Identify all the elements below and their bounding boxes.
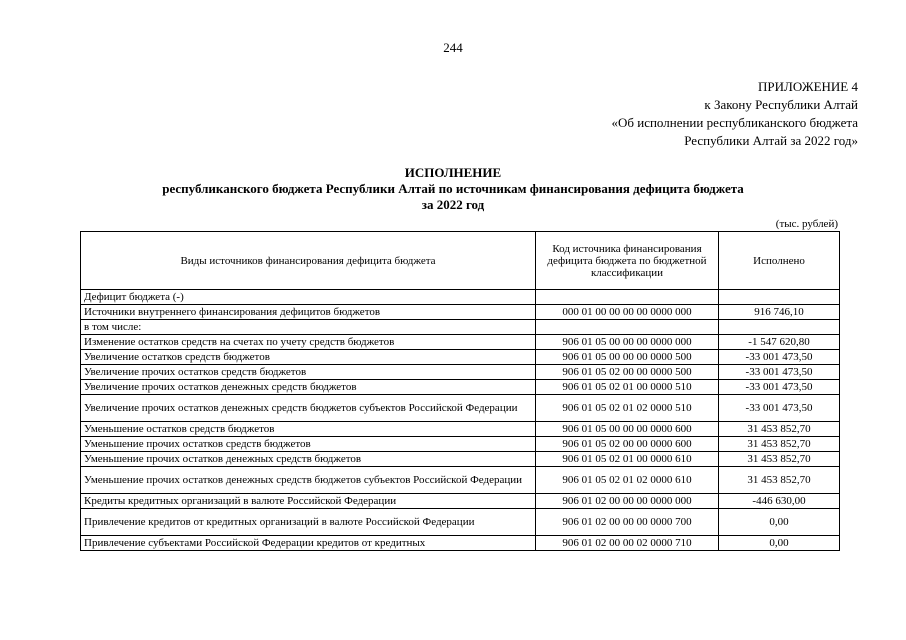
row-value bbox=[719, 320, 840, 335]
row-name: Привлечение субъектами Российской Федерации кредитов от кредитных bbox=[81, 536, 536, 551]
table-row bbox=[81, 365, 840, 380]
row-value: -33 001 473,50 bbox=[719, 365, 840, 380]
table-row bbox=[81, 290, 840, 305]
annex-line: Республики Алтай за 2022 год» bbox=[684, 133, 858, 148]
table-row bbox=[81, 452, 840, 467]
page-number: 244 bbox=[443, 40, 463, 55]
table-row bbox=[81, 494, 840, 509]
row-name: Увеличение прочих остатков денежных средств бюджетов субъектов Российской Федерации bbox=[81, 395, 536, 422]
annex-line: «Об исполнении республиканского бюджета bbox=[611, 115, 858, 130]
row-name: в том числе: bbox=[81, 320, 536, 335]
row-name: Увеличение прочих остатков денежных средств бюджетов bbox=[81, 380, 536, 395]
row-value: -33 001 473,50 bbox=[719, 350, 840, 365]
row-name: Уменьшение прочих остатков денежных средств бюджетов bbox=[81, 452, 536, 467]
row-value: -446 630,00 bbox=[719, 494, 840, 509]
row-code: 000 01 00 00 00 00 0000 000 bbox=[536, 305, 719, 320]
row-code: 906 01 05 02 01 02 0000 610 bbox=[536, 467, 719, 494]
table-row bbox=[81, 467, 840, 494]
row-value: 31 453 852,70 bbox=[719, 452, 840, 467]
annex-block bbox=[612, 78, 859, 150]
annex-line: к Закону Республики Алтай bbox=[704, 97, 858, 112]
row-code: 906 01 02 00 00 00 0000 700 bbox=[536, 509, 719, 536]
document-title bbox=[0, 165, 906, 213]
title-subheading: республиканского бюджета Республики Алтай по источникам финансирования дефицита бюджета bbox=[162, 181, 744, 196]
header-source-types: Виды источников финансирования дефицита бюджета bbox=[81, 232, 536, 290]
row-code: 906 01 05 02 01 02 0000 510 bbox=[536, 395, 719, 422]
row-code: 906 01 02 00 00 02 0000 710 bbox=[536, 536, 719, 551]
row-value: -33 001 473,50 bbox=[719, 395, 840, 422]
table-row bbox=[81, 437, 840, 452]
table-row bbox=[81, 350, 840, 365]
table-row bbox=[81, 320, 840, 335]
row-code: 906 01 05 02 01 00 0000 510 bbox=[536, 380, 719, 395]
row-name: Кредиты кредитных организаций в валюте Российской Федерации bbox=[81, 494, 536, 509]
header-source-code: Код источника финансирования дефицита бюджета по бюджетной классификации bbox=[536, 232, 719, 290]
row-name: Источники внутреннего финансирования дефицитов бюджетов bbox=[81, 305, 536, 320]
row-name: Уменьшение прочих остатков средств бюджетов bbox=[81, 437, 536, 452]
table-header-row bbox=[81, 232, 840, 290]
title-heading: ИСПОЛНЕНИЕ bbox=[404, 165, 502, 180]
header-executed: Исполнено bbox=[719, 232, 840, 290]
row-value: 31 453 852,70 bbox=[719, 437, 840, 452]
row-name: Уменьшение прочих остатков денежных средств бюджетов субъектов Российской Федерации bbox=[81, 467, 536, 494]
row-value bbox=[719, 290, 840, 305]
table-row bbox=[81, 422, 840, 437]
row-name: Изменение остатков средств на счетах по учету средств бюджетов bbox=[81, 335, 536, 350]
row-name: Уменьшение остатков средств бюджетов bbox=[81, 422, 536, 437]
row-value: 31 453 852,70 bbox=[719, 467, 840, 494]
annex-title: ПРИЛОЖЕНИЕ 4 bbox=[758, 79, 858, 94]
row-code: 906 01 05 02 00 00 0000 600 bbox=[536, 437, 719, 452]
table-row bbox=[81, 536, 840, 551]
title-year: за 2022 год bbox=[421, 197, 485, 212]
row-code: 906 01 05 00 00 00 0000 000 bbox=[536, 335, 719, 350]
row-code bbox=[536, 320, 719, 335]
row-value: 916 746,10 bbox=[719, 305, 840, 320]
table-row bbox=[81, 395, 840, 422]
units-label: (тыс. рублей) bbox=[775, 218, 838, 230]
row-name: Увеличение остатков средств бюджетов bbox=[81, 350, 536, 365]
row-code: 906 01 05 00 00 00 0000 600 bbox=[536, 422, 719, 437]
table-row bbox=[81, 380, 840, 395]
table-row bbox=[81, 509, 840, 536]
row-name: Дефицит бюджета (-) bbox=[81, 290, 536, 305]
row-value: 0,00 bbox=[719, 509, 840, 536]
table-row bbox=[81, 305, 840, 320]
row-code: 906 01 05 02 01 00 0000 610 bbox=[536, 452, 719, 467]
row-code bbox=[536, 290, 719, 305]
financing-table bbox=[80, 231, 840, 551]
row-value: 31 453 852,70 bbox=[719, 422, 840, 437]
row-value: -1 547 620,80 bbox=[719, 335, 840, 350]
row-code: 906 01 05 00 00 00 0000 500 bbox=[536, 350, 719, 365]
row-code: 906 01 05 02 00 00 0000 500 bbox=[536, 365, 719, 380]
row-name: Привлечение кредитов от кредитных организаций в валюте Российской Федерации bbox=[81, 509, 536, 536]
row-value: -33 001 473,50 bbox=[719, 380, 840, 395]
row-code: 906 01 02 00 00 00 0000 000 bbox=[536, 494, 719, 509]
table-row bbox=[81, 335, 840, 350]
row-name: Увеличение прочих остатков средств бюджетов bbox=[81, 365, 536, 380]
row-value: 0,00 bbox=[719, 536, 840, 551]
